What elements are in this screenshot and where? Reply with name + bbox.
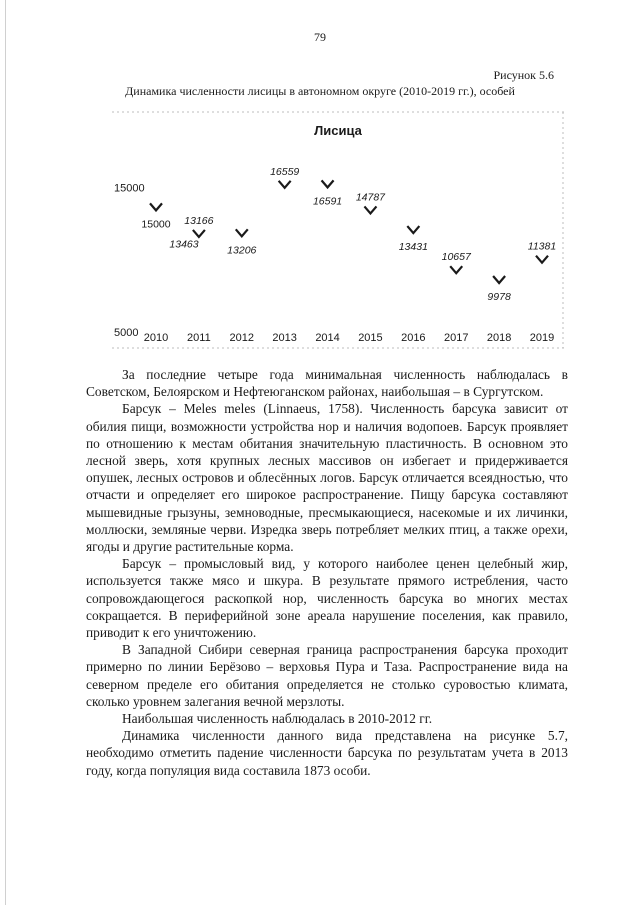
point-marker: [536, 256, 548, 263]
figure-caption: Динамика численности лисицы в автономном округе (2010-2019 гг.), особей: [125, 84, 515, 98]
x-tick-label: 2018: [486, 332, 512, 344]
point-marker: [364, 206, 376, 213]
y-tick-label: 15000: [114, 182, 145, 195]
point-marker: [193, 230, 205, 237]
point-marker: [450, 266, 462, 273]
data-label: 15000: [141, 218, 171, 231]
data-label: 11381: [527, 240, 557, 253]
data-label: 13166: [184, 214, 214, 227]
point-marker: [150, 203, 162, 210]
chart-marks: [114, 166, 556, 344]
scan-edge-line: [5, 0, 6, 905]
x-tick-label: 2013: [272, 332, 297, 344]
data-label: 16591: [312, 195, 343, 208]
x-tick-label: 2019: [529, 332, 555, 344]
body-text: [86, 366, 568, 779]
x-tick-label: 2014: [315, 332, 340, 344]
paragraph: Динамика численности данного вида представлена на рисунке 5.7, необходимо отметить падение численности барсука по результатам учета в 2013 году, когда популяция вида составила 1873 особи.: [86, 728, 568, 778]
x-tick-label: 2017: [443, 332, 469, 344]
x-tick-label: 2015: [358, 332, 383, 344]
paragraph: Наибольшая численность наблюдалась в 2010-2012 гг.: [122, 711, 433, 727]
page-number: 79: [314, 30, 326, 44]
figure-label: Рисунок 5.6: [493, 68, 554, 82]
y-tick-label: 5000: [114, 327, 139, 339]
data-label: 9978: [487, 291, 511, 304]
data-label: 16559: [270, 165, 300, 178]
paragraph: За последние четыре года минимальная численность наблюдалась в Советском, Белоярском и Нефтеюганском районах, наибольшая – в Сургутском.: [86, 367, 568, 400]
data-label: 10657: [441, 251, 471, 264]
fox-chart: [112, 104, 564, 350]
paragraph: Барсук – промысловый вид, у которого наиболее ценен целебный жир, используется также мясо и шкура. В результате прямого истребления, часто сопровождающегося раскопкой нор, численность барсука во многих местах сокращается. В периферийной зоне ареала нарушение поселения, как правило, приводит к его уничтожению.: [86, 556, 568, 641]
data-label: 14787: [355, 191, 386, 204]
x-tick-label: 2016: [401, 332, 426, 344]
paragraph: В Западной Сибири северная граница распространения барсука проходит примерно по линии Берёзово – верховья Пура и Таза. Распространение вида на северном пределе его обитания определяется не столько суровостью климата, сколько уровнем залегания вечной мерзлоты.: [86, 642, 568, 709]
data-label: 13431: [398, 241, 428, 254]
x-tick-label: 2011: [187, 332, 211, 344]
point-marker: [279, 181, 291, 188]
paragraph: Барсук – Meles meles (Linnaeus, 1758). Численность барсука зависит от обилия пищи, возможности устройства нор и наличия водопоев. Барсук проявляет по отношению к местам обитания значительную пластичность. В основном это лесной зверь, хотя крупных лесных массивов он избегает и придерживается опушек, лесных островов и облесённых логов. Барсук отличается всеядностью, что отчасти и определяет его широкое распространение. Пищу барсука составляют мышевидные грызуны, земноводные, пресмыкающиеся, насекомые и их личинки, моллюски, земляные черви. Изредка зверь потребляет мелких птиц, а также орехи, ягоды и другие растительные корма.: [86, 401, 568, 555]
point-marker: [493, 276, 505, 283]
chart-title: Лисица: [314, 123, 362, 138]
data-label: 13463: [169, 238, 199, 251]
data-label: 13206: [227, 244, 257, 257]
fox-chart-svg: [112, 104, 564, 350]
point-marker: [407, 226, 419, 233]
point-marker: [322, 180, 334, 187]
x-tick-label: 2010: [143, 332, 169, 344]
point-marker: [236, 229, 248, 236]
x-tick-label: 2012: [229, 332, 255, 344]
